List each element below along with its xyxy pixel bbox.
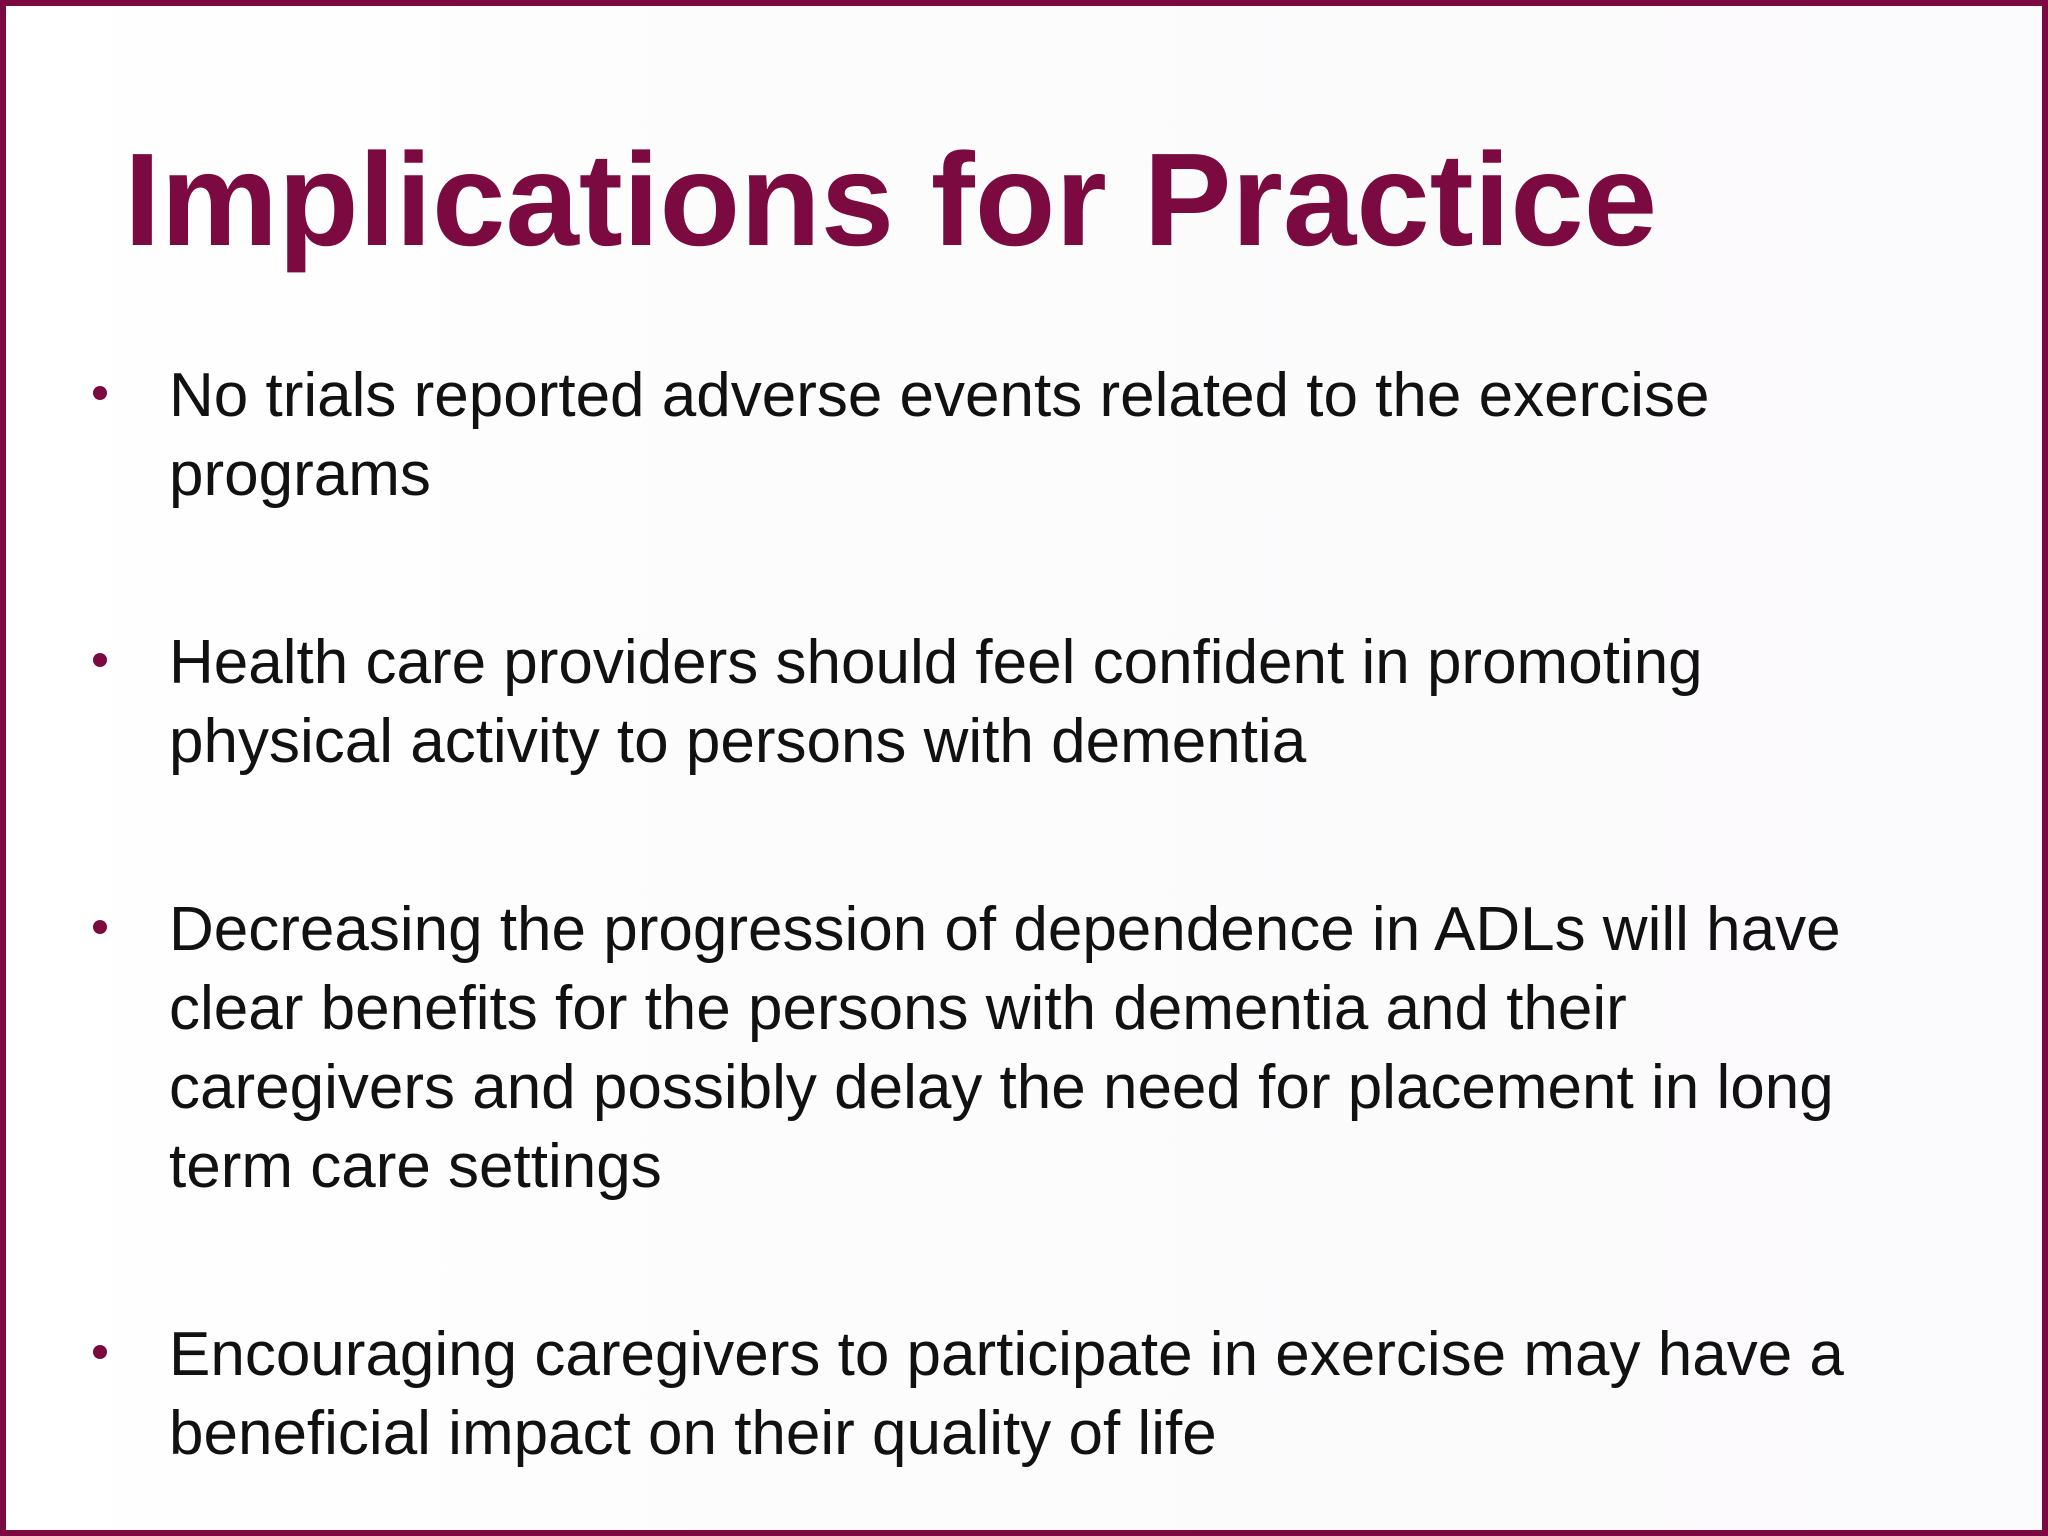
bullet-text: Decreasing the progression of dependence in ADLs will have clear benefits for the persons with dementia and their caregivers and possibly delay the need for placement in long term care settings xyxy=(169,895,1841,1201)
bullet-dot-icon xyxy=(93,653,107,667)
bullet-text: No trials reported adverse events related to the exercise programs xyxy=(169,361,1710,509)
bullet-dot-icon xyxy=(93,386,107,400)
bullet-text: Encouraging caregivers to participate in exercise may have a beneficial impact on their quality of life xyxy=(169,1320,1844,1468)
bullet-dot-icon xyxy=(93,920,107,934)
bullet-dot-icon xyxy=(93,1345,107,1359)
bullet-text: Health care providers should feel confident in promoting physical activity to persons with dementia xyxy=(169,628,1703,776)
bullet-list xyxy=(6,6,2042,1530)
slide-title: Implications for Practice xyxy=(124,126,1658,273)
